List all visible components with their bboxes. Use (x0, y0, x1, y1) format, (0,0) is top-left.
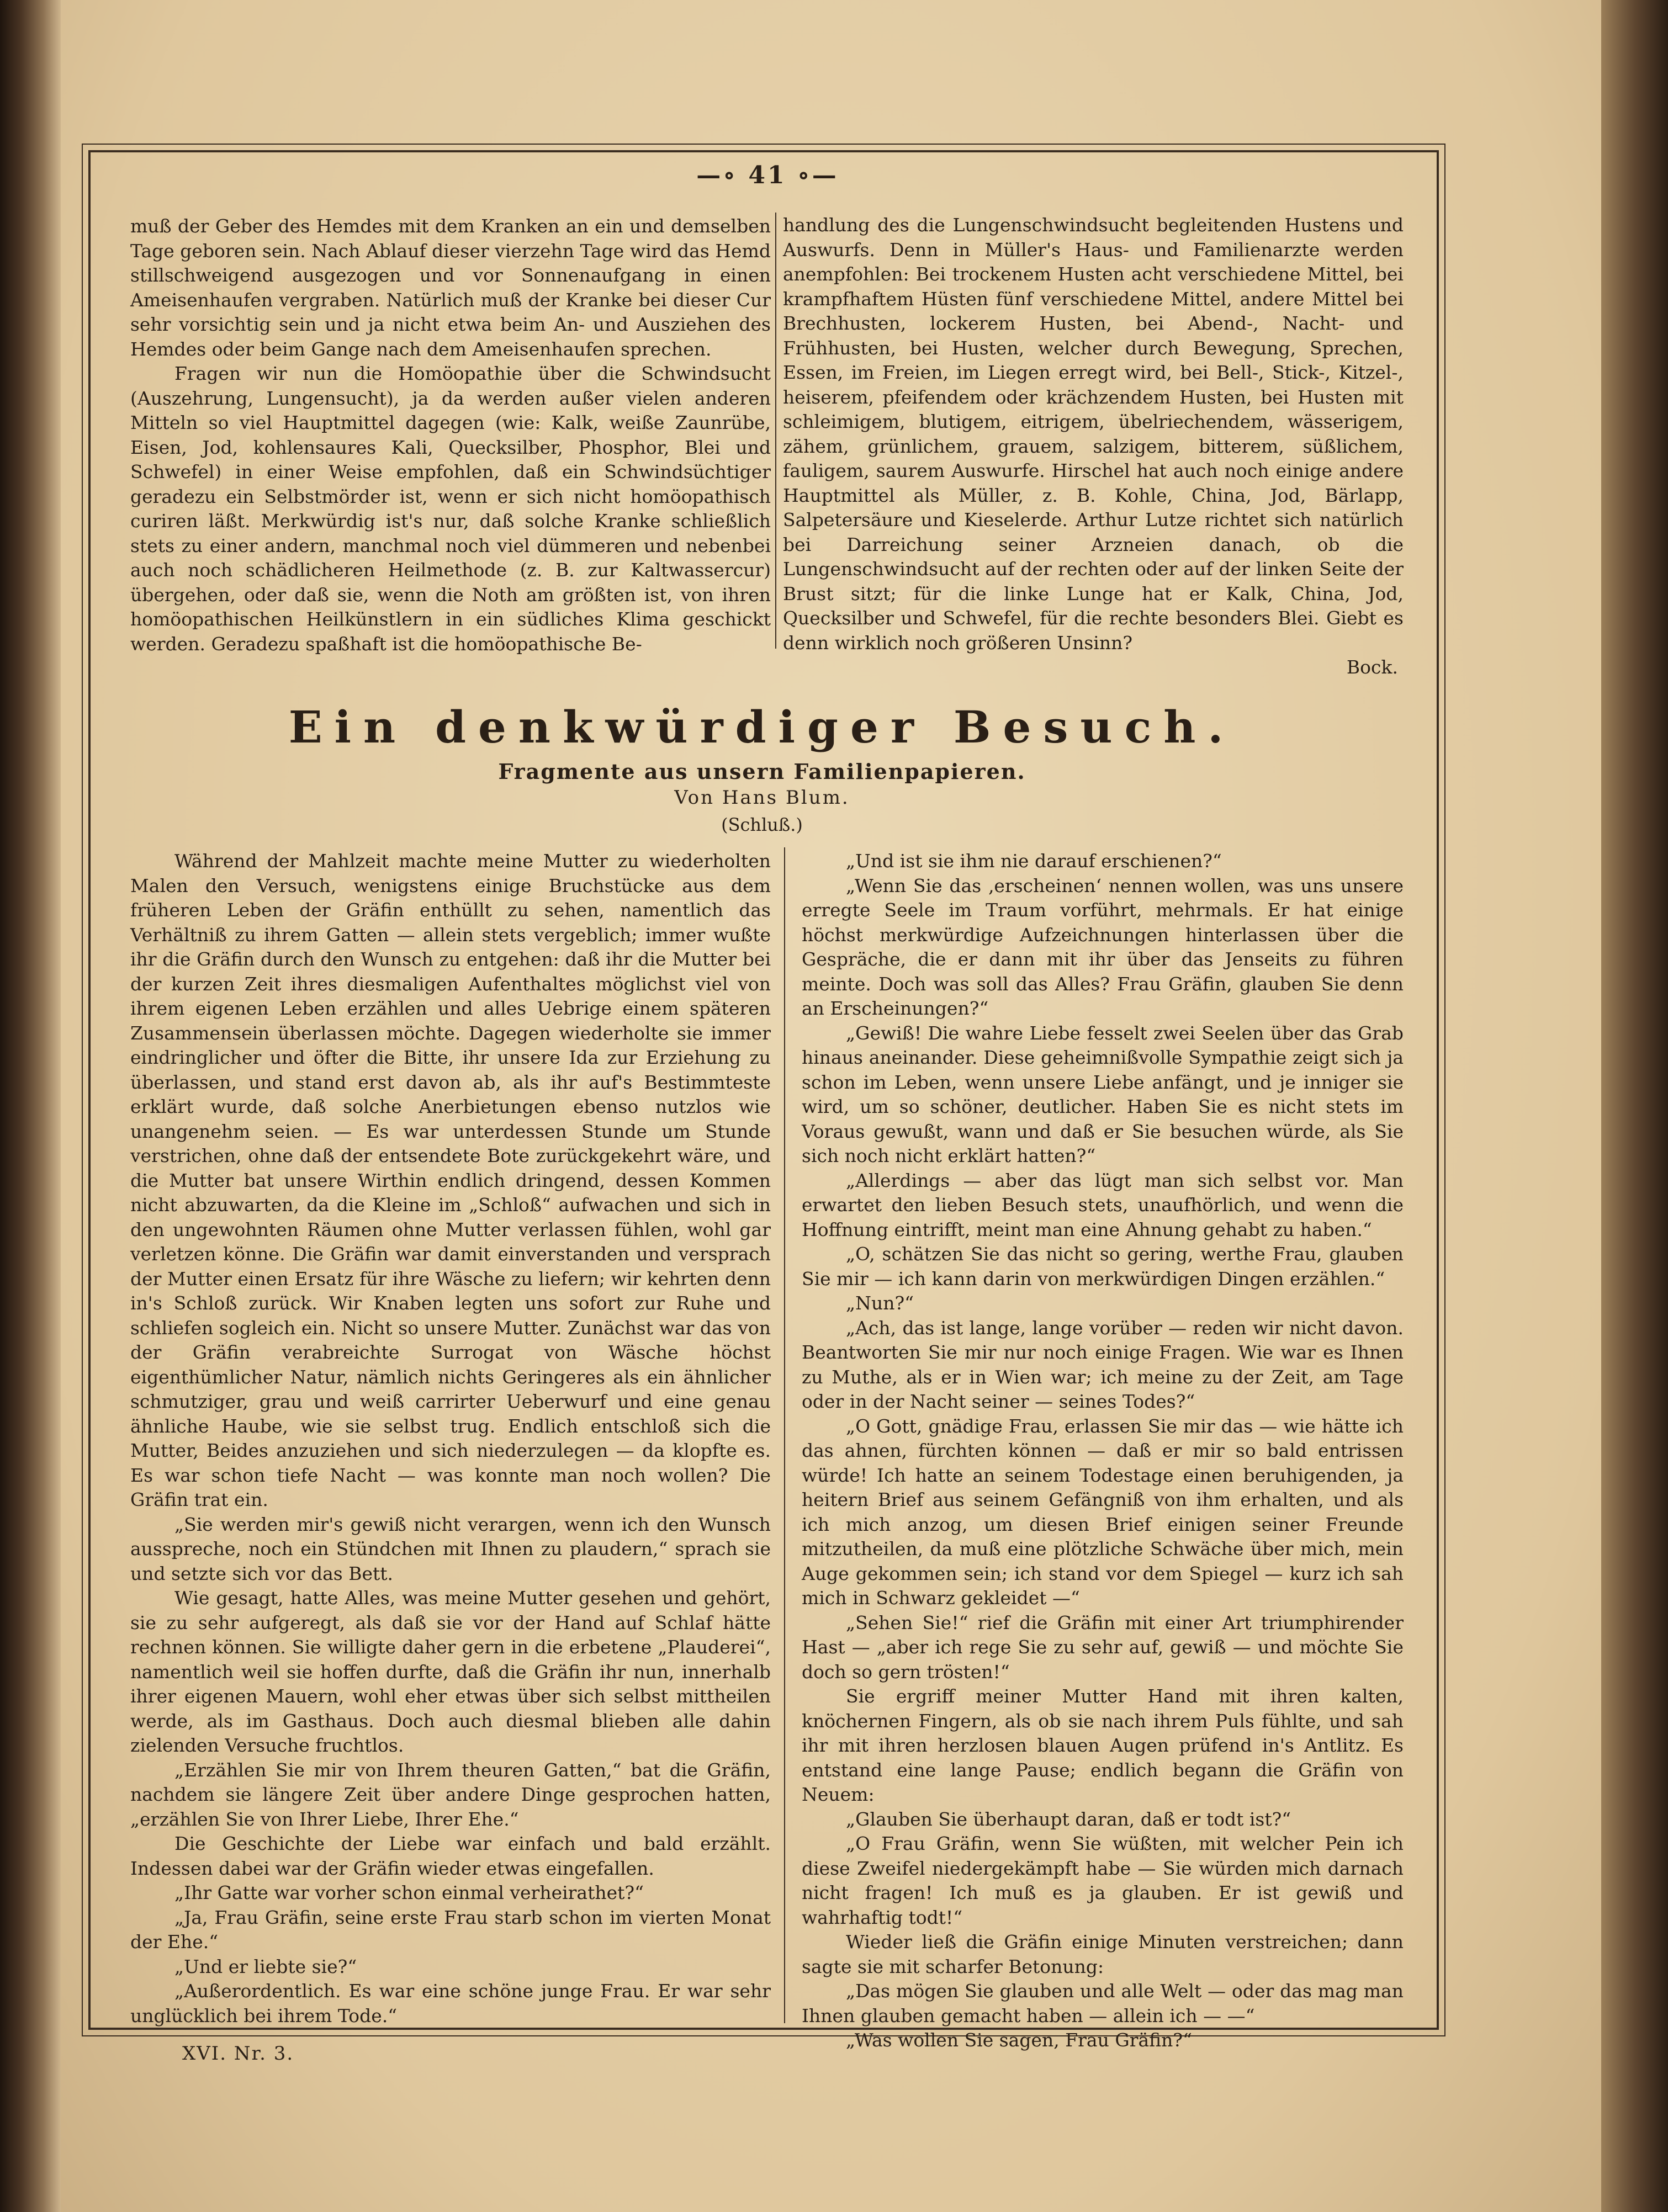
lower-left-column (130, 849, 771, 2028)
book-gutter (0, 0, 61, 2212)
paragraph: „Sie werden mir's gewiß nicht verargen, wenn ich den Wunsch ausspreche, noch ein Stündchen mit Ihnen zu plaudern,“ sprach sie und setzte sich vor das Bett. (130, 1513, 771, 1584)
paragraph: „Ach, das ist lange, lange vorüber — reden wir nicht davon. Beantworten Sie mir nur noch einige Fragen. Wie war es Ihnen zu Muthe, als er in Wien war; ich meine zu der Zeit, am Tage oder in der Nacht seiner — seines Todes?“ (802, 1317, 1404, 1412)
paragraph: „Gewiß! Die wahre Liebe fesselt zwei Seelen über das Grab hinaus aneinander. Diese geheimnißvolle Sympathie zeigt sich ja schon im Leben, wenn unsere Liebe anfängt, und je inniger sie wird, um so schöner, deutlicher. Haben Sie es nicht stets im Voraus gewußt, wann und daß er Sie besuchen würde, als Sie sich noch nicht erklärt hatten?“ (802, 1022, 1404, 1166)
page-edge (1601, 0, 1668, 2212)
page-number-text: 41 (748, 161, 787, 189)
paragraph: „Das mögen Sie glauben und alle Welt — oder das mag man Ihnen glauben gemacht haben — allein ich — —“ (802, 1980, 1404, 2027)
paragraph: Die Geschichte der Liebe war einfach und bald erzählt. Indessen dabei war der Gräfin wieder etwas eingefallen. (130, 1833, 771, 1879)
paragraph: „Nun?“ (846, 1292, 914, 1314)
lower-right-column (802, 849, 1404, 2053)
article-author: Von Hans Blum. (674, 787, 850, 809)
top-right-column (783, 213, 1404, 680)
article-signature: Bock. (1346, 656, 1398, 678)
column-divider (784, 847, 785, 2023)
paragraph: „O Gott, gnädige Frau, erlassen Sie mir das — wie hätte ich das ahnen, fürchten können — daß er mir so bald entrissen würde! Ich hatte an seinem Todestage einen beruhigenden, ja heitern Brief aus seinem Gefängniß von ihm erhalten, und als ich mich anzog, um diesen Brief einigen seiner Freunde mitzutheilen, da muß eine plötzliche Schwäche über mich, mein Auge gekommen sein; ich stand vor dem Spiegel — kurz ich sah mich in Schwarz gekleidet —“ (802, 1415, 1404, 1609)
issue-footer: XVI. Nr. 3. (182, 2043, 294, 2065)
paragraph: „Glauben Sie überhaupt daran, daß er todt ist?“ (846, 1808, 1291, 1830)
article-subtitle: Fragmente aus unsern Familienpapieren. (498, 759, 1026, 784)
paragraph: „Sehen Sie!“ rief die Gräfin mit einer Art triumphirender Hast — „aber ich rege Sie zu sehr auf, gewiß — und möchte Sie doch so gern trösten!“ (802, 1611, 1404, 1683)
paragraph: Sie ergriff meiner Mutter Hand mit ihren kalten, knöchernen Fingern, als ob sie nach ihrem Puls fühlte, und sah ihr mit ihren herzlosen blauen Augen prüfend in's Antlitz. Es entstand eine lange Pause; endlich begann die Gräfin von Neuem: (802, 1685, 1404, 1805)
continuation-note: (Schluß.) (721, 814, 803, 835)
paragraph: „Wenn Sie das ‚erscheinen‘ nennen wollen, was uns unsere erregte Seele im Traum vorführt, mehrmals. Er hat einige höchst merkwürdige Aufzeichnungen hinterlassen über die Gespräche, die er dann mit ihr über das Jenseits zu führen meinte. Doch was soll das Alles? Frau Gräfin, glauben Sie denn an Erscheinungen?“ (802, 874, 1404, 1019)
paragraph: „Ihr Gatte war vorher schon einmal verheirathet?“ (174, 1882, 644, 1903)
top-left-column (130, 214, 771, 656)
paragraph: „Allerdings — aber das lügt man sich selbst vor. Man erwartet den lieben Besuch stets, unaufhörlich, und wenn die Hoffnung eintrifft, meint man eine Ahnung gehabt zu haben.“ (802, 1169, 1404, 1240)
paragraph: Wie gesagt, hatte Alles, was meine Mutter gesehen und gehört, sie zu sehr aufgeregt, als daß sie vor der Hand auf Schlaf hätte rechnen können. Sie willigte daher gern in die erbetene „Plauderei“, namentlich weil sie hoffen durfte, daß die Gräfin ihr nun, innerhalb ihrer eigenen Mauern, wohl eher etwas über sich selbst mittheilen werde, als im Gasthaus. Doch auch diesmal blieben alle dahin zielenden Versuche fruchtlos. (130, 1587, 771, 1756)
paragraph: „Ja, Frau Gräfin, seine erste Frau starb schon im vierten Monat der Ehe.“ (130, 1906, 771, 1953)
page-number: —∘ 41 ∘— (696, 161, 839, 189)
paragraph: Wieder ließ die Gräfin einige Minuten verstreichen; dann sagte sie mit scharfer Betonung: (802, 1931, 1404, 1977)
paragraph: Fragen wir nun die Homöopathie über die Schwindsucht (Auszehrung, Lungensucht), ja da werden außer vielen anderen Mitteln so viel Hauptmittel dagegen (wie: Kalk, weiße Zaunrübe, Eisen, Jod, kohlensaures Kali, Quecksilber, Phosphor, Blei und Schwefel) in einer Weise empfohlen, daß ein Schwindsüchtiger geradezu ein Selbstmörder ist, wenn er sich nicht homöopathisch curiren läßt. Merkwürdig ist's nur, daß solche Kranke schließlich stets zu einer andern, manchmal noch viel dümmeren und nebenbei auch noch schädlicheren Heilmethode (z. B. zur Kaltwassercur) übergehen, oder daß sie, wenn die Noth am größten ist, von ihren homöopathischen Heilkünstlern in ein südliches Klima geschickt werden. Geradezu spaßhaft ist die homöopathische Be- (130, 363, 771, 655)
paragraph: „Und er liebte sie?“ (174, 1955, 357, 1977)
paragraph: „O, schätzen Sie das nicht so gering, werthe Frau, glauben Sie mir — ich kann darin von merkwürdigen Dingen erzählen.“ (802, 1243, 1404, 1290)
column-divider (775, 213, 776, 649)
paragraph: „Erzählen Sie mir von Ihrem theuren Gatten,“ bat die Gräfin, nachdem sie längere Zeit über andere Dinge gesprochen hatten, „erzählen Sie von Ihrer Liebe, Ihrer Ehe.“ (130, 1759, 771, 1830)
paragraph: handlung des die Lungenschwindsucht begleitenden Hustens und Auswurfs. Denn in Müller's Haus- und Familienarzte werden anempfohlen: Bei trockenem Husten acht verschiedene Mittel, bei krampfhaftem Hüsten fünf verschiedene Mittel, andere Mittel bei Brechhusten, lockerem Husten, bei Abend-, Nacht- und Frühhusten, bei Husten, welcher durch Bewegung, Sprechen, Essen, im Freien, im Liegen erregt wird, bei Bell-, Stick-, Kitzel-, heiserem, pfeifendem oder krächzendem Husten, bei Husten mit schleimigem, blutigem, eitrigem, übelriechendem, wässerigem, zähem, grünlichem, grauem, salzigem, bitterem, süßlichem, fauligem, saurem Auswurfe. Hirschel hat auch noch einige andere Hauptmittel als Müller, z. B. Kohle, China, Jod, Bärlapp, Salpetersäure und Kieselerde. Arthur Lutze richtet sich natürlich bei Darreichung seiner Arzneien danach, ob die Lungenschwindsucht auf der rechten oder auf der linken Seite der Brust sitzt; für die linke Lunge hat er Kalk, China, Jod, Quecksilber und Schwefel, für die rechte besonders Blei. Giebt es denn wirklich noch größeren Unsinn? (783, 214, 1404, 654)
paragraph: „Und ist sie ihm nie darauf erschienen?“ (846, 850, 1222, 872)
paragraph: „Außerordentlich. Es war eine schöne junge Frau. Er war sehr unglücklich bei ihrem Tode.“ (130, 1980, 771, 2027)
article-title: Ein denkwürdiger Besuch. (288, 701, 1236, 753)
paragraph: „O Frau Gräfin, wenn Sie wüßten, mit welcher Pein ich diese Zweifel niedergekämpft habe — Sie würden mich darnach nicht fragen! Ich muß es ja glauben. Er ist gewiß und wahrhaftig todt!“ (802, 1833, 1404, 1928)
paragraph: muß der Geber des Hemdes mit dem Kranken an ein und demselben Tage geboren sein. Nach Ablauf dieser vierzehn Tage wird das Hemd stillschweigend ausgezogen und vor Sonnenaufgang in einen Ameisenhaufen vergraben. Natürlich muß der Kranke bei dieser Cur sehr vorsichtig sein und ja nicht etwa beim An- und Ausziehen des Hemdes oder beim Gange nach dem Ameisenhaufen sprechen. (130, 215, 771, 360)
paragraph: Während der Mahlzeit machte meine Mutter zu wiederholten Malen den Versuch, wenigstens einige Bruchstücke aus dem früheren Leben der Gräfin enthüllt zu sehen, namentlich das Verhältniß zu ihrem Gatten — allein stets vergeblich; immer wußte ihr die Gräfin durch den Wunsch zu entgehen: daß ihr die Mutter bei der kurzen Zeit ihres diesmaligen Aufenthaltes möglichst viel von ihrem eigenen Leben erzählen und alles Uebrige einem späteren Zusammensein überlassen möchte. Dagegen wiederholte sie immer eindringlicher und öfter die Bitte, ihr unsere Ida zur Erziehung zu überlassen, und stand erst davon ab, als ihr auf's Bestimmteste erklärt wurde, daß solche Anerbietungen ebenso nutzlos wie unangenehm seien. — Es war unterdessen Stunde um Stunde verstrichen, ohne daß der entsendete Bote zurückgekehrt wäre, und die Mutter bat unsere Wirthin endlich dringend, dessen Kommen nicht abzuwarten, da die Kleine im „Schloß“ aufwachen und sich in den ungewohnten Räumen ohne Mutter verlassen fühlen, wohl gar verletzen könne. Die Gräfin war damit einverstanden und versprach der Mutter einen Ersatz für ihre Wäsche zu liefern; wir kehrten denn in's Schloß zurück. Wir Knaben legten uns sofort zur Ruhe und schliefen sogleich ein. Nicht so unsere Mutter. Zunächst war das von der Gräfin verabreichte Surrogat von Wäsche höchst eigenthümlicher Natur, nämlich nichts Geringeres als ein ähnlicher schmutziger, grau und weiß carrirter Ueberwurf und eine genau ähnliche Haube, wie sie selbst trug. Endlich entschloß sich die Mutter, Beides anzuziehen und sich niederzulegen — da klopfte es. Es war schon tiefe Nacht — was konnte man noch wollen? Die Gräfin trat ein. (130, 850, 771, 1510)
paragraph: „Was wollen Sie sagen, Frau Gräfin?“ (846, 2029, 1192, 2051)
